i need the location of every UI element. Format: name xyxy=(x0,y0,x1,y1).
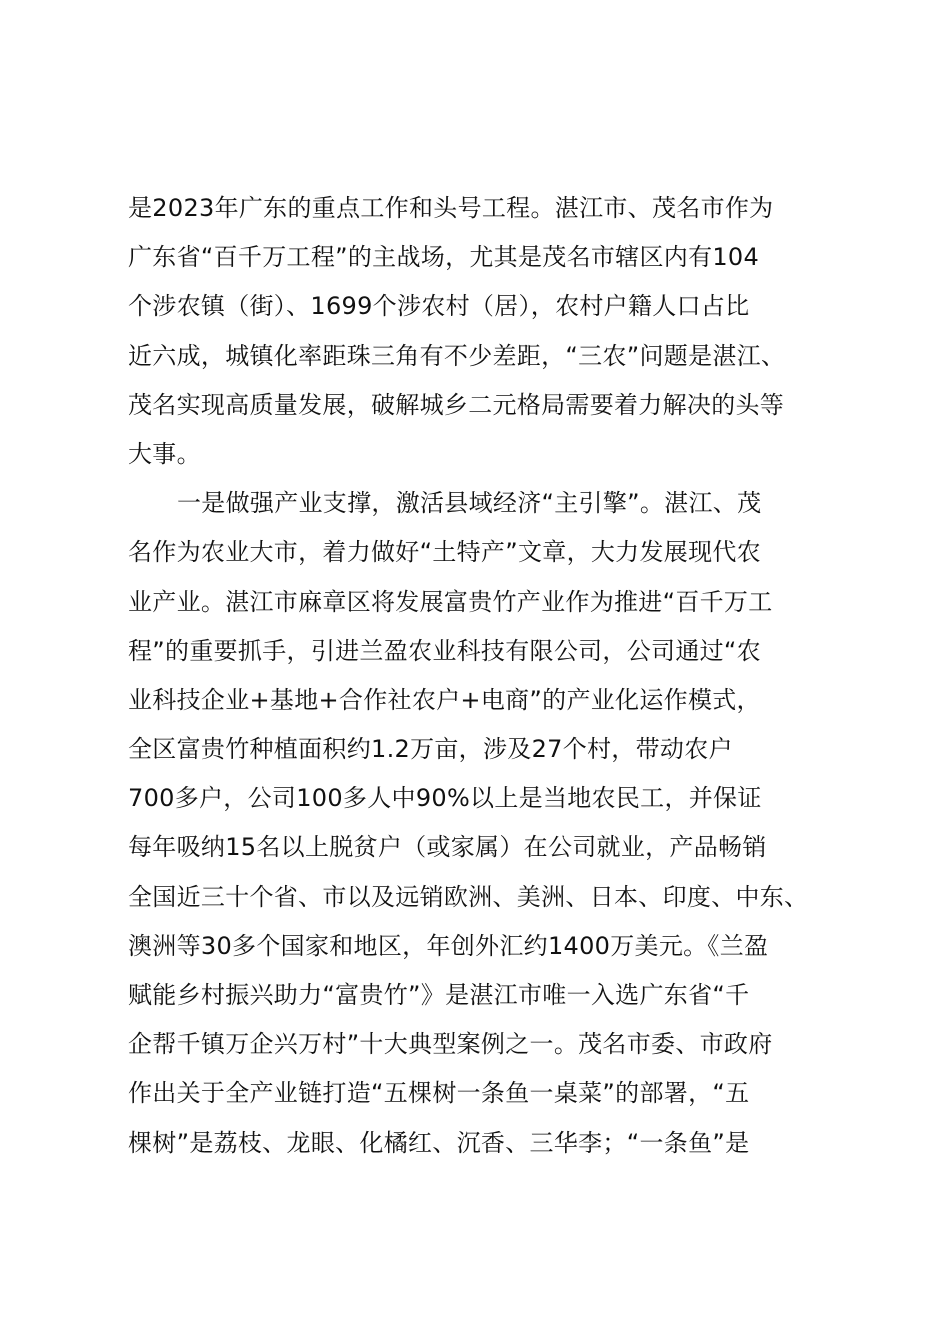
text-line: 茂名实现高质量发展，破解城乡二元格局需要着力解决的头等 xyxy=(128,390,785,419)
text-line: 700多户，公司100多人中90%以上是当地农民工，并保证 xyxy=(128,784,762,813)
text-line: 全区富贵竹种植面积约1.2万亩，涉及27个村，带动农户 xyxy=(128,735,733,764)
text-line: 每年吸纳15名以上脱贫户（或家属）在公司就业，产品畅销 xyxy=(128,833,767,862)
text-line: 大事。 xyxy=(128,439,201,468)
text-line: 全国近三十个省、市以及远销欧洲、美洲、日本、印度、中东、 xyxy=(128,882,809,911)
text-line: 是2023年广东的重点工作和头号工程。湛江市、茂名市作为 xyxy=(128,194,774,222)
text-line: 业科技企业+基地+合作社农户+电商”的产业化运作模式， xyxy=(128,685,761,714)
paragraph-first-line: 一是做强产业支撑，激活县域经济“主引擎”。湛江、茂 xyxy=(177,489,762,518)
text-line: 棵树”是荔枝、龙眼、化橘红、沉香、三华李；“一条鱼”是 xyxy=(128,1128,750,1157)
text-line: 个涉农镇（街）、1699个涉农村（居），农村户籍人口占比 xyxy=(128,292,750,321)
text-line: 近六成，城镇化率距珠三角有不少差距，“三农”问题是湛江、 xyxy=(128,341,786,370)
text-line: 名作为农业大市，着力做好“土特产”文章，大力发展现代农 xyxy=(128,538,761,567)
text-line: 业产业。湛江市麻章区将发展富贵竹产业作为推进“百千万工 xyxy=(128,587,773,616)
text-line: 程”的重要抓手，引进兰盈农业科技有限公司，公司通过“农 xyxy=(128,636,761,665)
text-line: 赋能乡村振兴助力“富贵竹”》是湛江市唯一入选广东省“千 xyxy=(128,981,750,1009)
text-line: 澳洲等30多个国家和地区，年创外汇约1400万美元。《兰盈 xyxy=(128,931,769,960)
text-line: 作出关于全产业链打造“五棵树一条鱼一桌菜”的部署，“五 xyxy=(128,1079,750,1108)
body-text xyxy=(128,184,848,1168)
text-line: 企帮千镇万企兴万村”十大典型案例之一。茂名市委、市政府 xyxy=(128,1030,773,1059)
text-line: 广东省“百千万工程”的主战场，尤其是茂名市辖区内有104 xyxy=(128,243,760,272)
